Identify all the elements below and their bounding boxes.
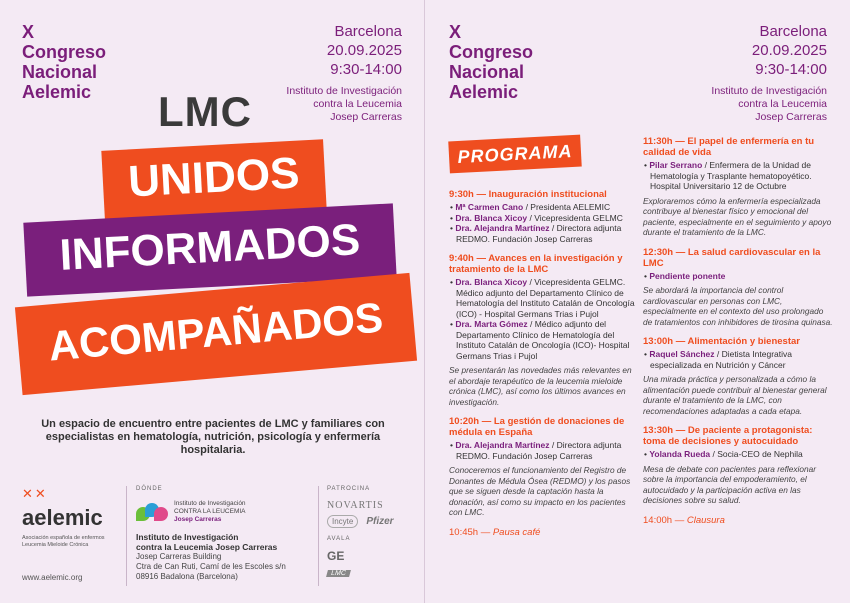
speaker	[449, 223, 639, 244]
date: 20.09.2025	[326, 42, 402, 59]
inst-logo-line: Josep Carreras	[174, 516, 222, 523]
gelmc-logo-sub: LMC	[326, 570, 351, 577]
speaker-role: / Vicepresidenta GELMC	[527, 212, 623, 223]
congress-aelemic: Aelemic	[449, 82, 519, 102]
address-line: Josep Carreras Building	[136, 552, 222, 561]
donde-label: DÓNDE	[136, 486, 163, 492]
program-item-title: 11:30h — El papel de enfermería en tu calidad de vida	[643, 136, 815, 158]
speaker-name: Pendiente ponente	[649, 270, 726, 281]
congress-number: X	[449, 22, 462, 42]
speaker-name: Dra. Blanca Xicoy	[455, 212, 528, 223]
bullet-icon: •	[450, 223, 456, 233]
program-item	[449, 253, 639, 407]
lmc-heading: LMC	[158, 88, 252, 135]
novartis-logo: NOVARTIS	[327, 500, 384, 511]
close-label: Clausura	[686, 514, 725, 526]
bullet-icon: •	[644, 449, 650, 459]
close-time: 14:00h —	[643, 514, 687, 526]
venue-line: Josep Carreras	[330, 111, 402, 123]
website-link[interactable]: www.aelemic.org	[22, 573, 83, 582]
speaker	[449, 277, 639, 319]
program-item-title: 13:30h — De paciente a protagonista: toma de decisiones y autocuidado	[643, 425, 813, 447]
venue-line: Josep Carreras	[755, 111, 827, 123]
programa-label: PROGRAMA	[448, 135, 581, 174]
speaker	[643, 160, 833, 192]
bullet-icon: •	[644, 349, 650, 359]
venue-name	[136, 532, 316, 552]
sponsors-section	[327, 486, 422, 580]
location-block-left	[286, 22, 402, 124]
location-block-right	[711, 22, 827, 124]
time: 9:30-14:00	[330, 61, 402, 78]
logo-marks-icon: ✕✕	[22, 486, 48, 501]
bullet-icon: •	[644, 270, 650, 281]
speaker-role: / Enfermera de la Unidad de Hematología y Trasplante hematopoyético. Hospital Universitario 12 de Octubre	[650, 160, 812, 191]
speaker-name: Dra. Alejandra Martínez	[455, 223, 550, 233]
program-item	[643, 247, 833, 328]
city: Barcelona	[759, 23, 827, 40]
venue-line: Instituto de Investigación	[286, 85, 402, 97]
time: 9:30-14:00	[755, 61, 827, 78]
venue	[286, 85, 402, 124]
program-item	[449, 416, 639, 518]
inst-logo-line: Instituto de Investigación	[174, 500, 246, 507]
congress-aelemic: Aelemic	[22, 82, 92, 102]
congress-number: X	[22, 22, 35, 42]
coffee-break	[449, 527, 639, 538]
speaker-name: Dra. Blanca Xicoy	[455, 277, 528, 287]
speaker-role: / Socia-CEO de Nephila	[710, 449, 803, 459]
footer-separator	[318, 486, 319, 586]
bullet-icon: •	[644, 160, 650, 170]
venue-name-line: contra la Leucemia Josep Carreras	[136, 542, 278, 552]
pause-time: 10:45h —	[449, 526, 493, 538]
speaker	[449, 440, 639, 461]
program-item-description: Una mirada práctica y personalizada a cómo la alimentación puede contribuir al bienestar general durante el tratamiento de la LMC, con recomendaciones adaptadas a cada etapa.	[643, 374, 827, 416]
speaker-role: / Médico adjunto del Departamento Clínico de Hematología del Instituto Catalán de Oncología (ICO)- Hospital Germans Trias i Pujol	[456, 319, 630, 361]
speaker-role: / Vicepresidenta GELMC. Médico adjunto del Departamento Clínico de Hematología del Instituto Catalán de Oncología (ICO) - Hospital Germans Trias i Pujol	[456, 277, 635, 319]
program-item-title: 9:30h — Inauguración institucional	[449, 189, 607, 200]
center-fold	[424, 0, 425, 603]
program-item	[643, 425, 833, 506]
speaker-name: Pilar Serrano	[649, 160, 703, 170]
speaker-role: / Presidenta AELEMIC	[523, 202, 611, 212]
footer-separator	[126, 486, 127, 586]
institute-logo-text	[174, 500, 246, 524]
bullet-icon: •	[450, 440, 456, 450]
speaker	[449, 319, 639, 361]
speaker	[643, 349, 833, 370]
institute-drops-icon	[136, 501, 170, 523]
banner-acompanados: ACOMPAÑADOS	[15, 273, 417, 395]
speaker	[643, 449, 833, 460]
bullet-icon: •	[450, 277, 456, 287]
program-item-description: Conoceremos el funcionamiento del Registro de Donantes de Médula Ósea (REDMO) y los pasos que se siguen desde la captación hasta la donación, así como su impacto en los pacientes con LMC.	[449, 465, 631, 517]
gelmc-logo: GE	[327, 549, 345, 563]
speaker	[449, 213, 639, 224]
pause-label: Pausa café	[492, 526, 541, 538]
bullet-icon: •	[450, 319, 456, 329]
program-item-description: Exploraremos cómo la enfermería especializada contribuye al bienestar físico y emocional del paciente, especialmente en el seguimiento y apoyo durante el tratamiento de la LMC.	[643, 195, 832, 237]
program-column-right	[643, 136, 833, 526]
congress-national: Nacional	[22, 62, 98, 82]
patrocina-label: PATROCINA	[327, 486, 371, 492]
program-item-description: Se abordará la importancia del control cardiovascular en personas con LMC, especialmente en el contexto del uso prolongado de tratamientos con inhibidores de tirosina quinasa.	[643, 285, 833, 327]
program-column-left	[449, 189, 639, 538]
speaker-role: / Directora adjunta REDMO. Fundación Josep Carreras	[456, 223, 622, 244]
tagline: Un espacio de encuentro entre pacientes de LMC y familiares con especialistas en hematología, nutrición, psicología y enfermería hospitalaria.	[41, 418, 385, 456]
speaker-name: Dra. Alejandra Martínez	[455, 440, 550, 450]
bullet-icon: •	[450, 212, 456, 223]
congress-title-right	[449, 22, 533, 102]
date: 20.09.2025	[751, 42, 827, 59]
inst-logo-line: CONTRA LA LEUCEMIA	[174, 508, 246, 515]
speaker-name: Yolanda Rueda	[649, 449, 711, 459]
venue-line: Instituto de Investigación	[711, 85, 827, 97]
program-item-title: 13:00h — Alimentación y bienestar	[643, 336, 800, 347]
banner-unidos: UNIDOS	[101, 139, 326, 221]
speaker-name: Raquel Sánchez	[649, 349, 715, 359]
congress-national: Nacional	[449, 62, 525, 82]
congress-title-left	[22, 22, 106, 102]
program-item	[449, 189, 639, 244]
program-item	[643, 136, 833, 238]
program-item	[643, 336, 833, 416]
venue-line: contra la Leucemia	[738, 98, 827, 110]
banner-informados: INFORMADOS	[23, 203, 396, 296]
speaker-name: Dra. Marta Gómez	[455, 319, 528, 329]
logo-name: aelemic	[22, 505, 103, 530]
speaker-role: / Directora adjunta REDMO. Fundación Josep Carreras	[456, 440, 622, 461]
address-line: 08916 Badalona (Barcelona)	[136, 572, 238, 581]
venue-section	[136, 486, 316, 582]
program-item-description: Mesa de debate con pacientes para reflexionar sobre la importancia del empoderamiento, el autocuidado y la participación activa en las decisiones sobre su salud.	[643, 463, 816, 505]
address-line: Ctra de Can Ruti, Camí de les Escoles s/n	[136, 562, 286, 571]
incyte-logo: Incyte	[327, 515, 358, 528]
speaker	[449, 202, 639, 213]
venue	[711, 85, 827, 124]
program-item-title: 10:20h — La gestión de donaciones de médula en España	[449, 416, 625, 438]
city: Barcelona	[334, 23, 402, 40]
venue-name-line: Instituto de Investigación	[136, 532, 239, 542]
pfizer-logo: Pfizer	[366, 516, 394, 527]
speaker-role: / Dietista Integrativa especializada en Nutrición y Cáncer	[650, 349, 793, 370]
program-item-description: Se presentarán las novedades más relevantes en el abordaje terapéutico de la leucemia mieloide crónica (LMC), así como los últimos avances en investigación.	[449, 365, 632, 407]
sponsor-row	[327, 515, 422, 528]
speaker-name: Mª Carmen Cano	[455, 202, 524, 212]
program-item-title: 9:40h — Avances en la investigación y tratamiento de la LMC	[449, 253, 623, 275]
logo-subtitle: Asociación española de enfermos Leucemia Mieloide Crónica	[22, 535, 105, 548]
bullet-icon: •	[450, 202, 456, 212]
aelemic-logo	[22, 486, 122, 549]
congress-word: Congreso	[22, 42, 107, 62]
institute-logo	[136, 500, 316, 524]
congress-word: Congreso	[449, 42, 534, 62]
speaker	[643, 271, 833, 282]
avala-label: AVALA	[327, 536, 351, 542]
closing	[643, 515, 833, 526]
venue-address	[136, 552, 316, 582]
program-item-title: 12:30h — La salud cardiovascular en la LMC	[643, 246, 821, 269]
venue-line: contra la Leucemia	[313, 98, 402, 110]
